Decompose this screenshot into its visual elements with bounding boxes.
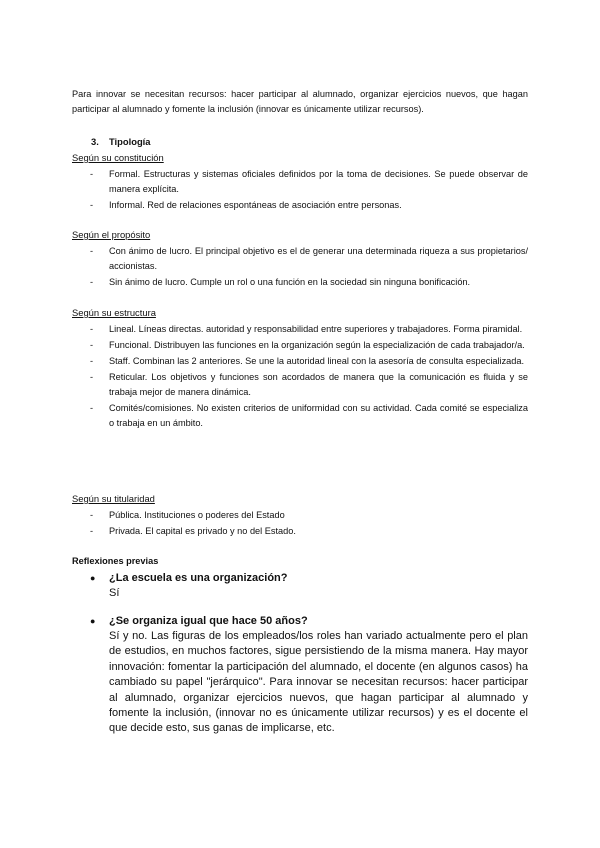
dash-marker: - bbox=[90, 372, 94, 382]
list-item bbox=[90, 198, 528, 213]
list-item bbox=[90, 244, 528, 274]
reflexiones-title: Reflexiones previas bbox=[72, 556, 159, 566]
list-item-text: Con ánimo de lucro. El principal objetivo es el de generar una determinada riqueza a sus propietarios/ accionistas. bbox=[109, 246, 528, 271]
dash-marker: - bbox=[90, 356, 94, 366]
dash-marker: - bbox=[90, 340, 94, 350]
list-item-text: Informal. Red de relaciones espontáneas de asociación entre personas. bbox=[109, 200, 402, 210]
dash-marker: - bbox=[90, 277, 94, 287]
section-heading bbox=[91, 136, 151, 147]
list-item bbox=[90, 275, 528, 290]
list-item bbox=[90, 167, 528, 197]
list-proposito bbox=[90, 244, 528, 291]
bullet-dot-icon: ● bbox=[90, 616, 96, 626]
list-item-text: Reticular. Los objetivos y funciones son acordados de manera que la comunicación es fluida y se trabaja mejor de manera dinámica. bbox=[109, 372, 528, 397]
section-title: Tipología bbox=[109, 136, 151, 147]
bullet-dot-icon: ● bbox=[90, 573, 96, 583]
list-item bbox=[90, 508, 528, 523]
dash-marker: - bbox=[90, 169, 94, 179]
section-number: 3. bbox=[91, 136, 99, 147]
dash-marker: - bbox=[90, 246, 94, 256]
dash-marker: - bbox=[90, 403, 94, 413]
intro-paragraph: Para innovar se necesitan recursos: hacer participar al alumnado, organizar ejercicios nuevos, que hagan participar al alumnado y fomente la inclusión (innovar es únicamente utilizar recursos). bbox=[72, 89, 528, 114]
list-item bbox=[90, 370, 528, 400]
list-item bbox=[90, 354, 528, 369]
answer-text: Sí bbox=[109, 587, 120, 599]
dash-marker: - bbox=[90, 510, 94, 520]
list-constitucion bbox=[90, 167, 528, 214]
list-item bbox=[90, 524, 528, 539]
subheading-titularidad: Según su titularidad bbox=[72, 493, 155, 504]
list-item-text: Comités/comisiones. No existen criterios de uniformidad con su actividad. Cada comité se especializa o trabaja en un ámbito. bbox=[109, 403, 528, 428]
list-item-text: Formal. Estructuras y sistemas oficiales definidos por la toma de decisiones. Se puede observar de manera explícita. bbox=[109, 169, 528, 194]
list-item-text: Staff. Combinan las 2 anteriores. Se une la autoridad lineal con la asesoría de consulta especializada. bbox=[109, 356, 525, 366]
list-item-text: Funcional. Distribuyen las funciones en la organización según la especialización de cada trabajador/a. bbox=[109, 340, 525, 350]
dash-marker: - bbox=[90, 200, 94, 210]
subheading-estructura: Según su estructura bbox=[72, 307, 156, 318]
list-item-text: Privada. El capital es privado y no del Estado. bbox=[109, 526, 296, 536]
list-estructura bbox=[90, 322, 528, 432]
list-item bbox=[90, 338, 528, 353]
list-item bbox=[90, 401, 528, 431]
list-titularidad bbox=[90, 508, 528, 540]
dash-marker: - bbox=[90, 526, 94, 536]
question-text: ¿La escuela es una organización? bbox=[109, 572, 288, 584]
list-item-text: Pública. Instituciones o poderes del Estado bbox=[109, 510, 285, 520]
answer-text: Sí y no. Las figuras de los empleados/los roles han variado actualmente pero el plan de estudios, en muchos factores, sigue persistiendo de la misma manera. Hay mayor innovación: fomentar la participación del alumnado, el docente (en algunos casos) ha cambiado su papel "jerárquico". Para innovar se necesitan recursos: hacer participar al alumnado, organizar ejercicios nuevos, que hagan participar al alumnado y fomente la inclusión, (innovar no es únicamente utilizar recursos) y es el docente el que decide esto, sus ganas de implicarse, etc. bbox=[109, 630, 528, 735]
list-item-text: Lineal. Líneas directas. autoridad y responsabilidad entre superiores y trabajadores. Forma piramidal. bbox=[109, 324, 523, 334]
dash-marker: - bbox=[90, 324, 94, 334]
question-text: ¿Se organiza igual que hace 50 años? bbox=[109, 615, 308, 627]
subheading-proposito: Según el propósito bbox=[72, 229, 151, 240]
list-item-text: Sin ánimo de lucro. Cumple un rol o una función en la sociedad sin ninguna bonificación. bbox=[109, 277, 471, 287]
list-item bbox=[90, 322, 528, 337]
subheading-constitucion: Según su constitución bbox=[72, 152, 164, 163]
